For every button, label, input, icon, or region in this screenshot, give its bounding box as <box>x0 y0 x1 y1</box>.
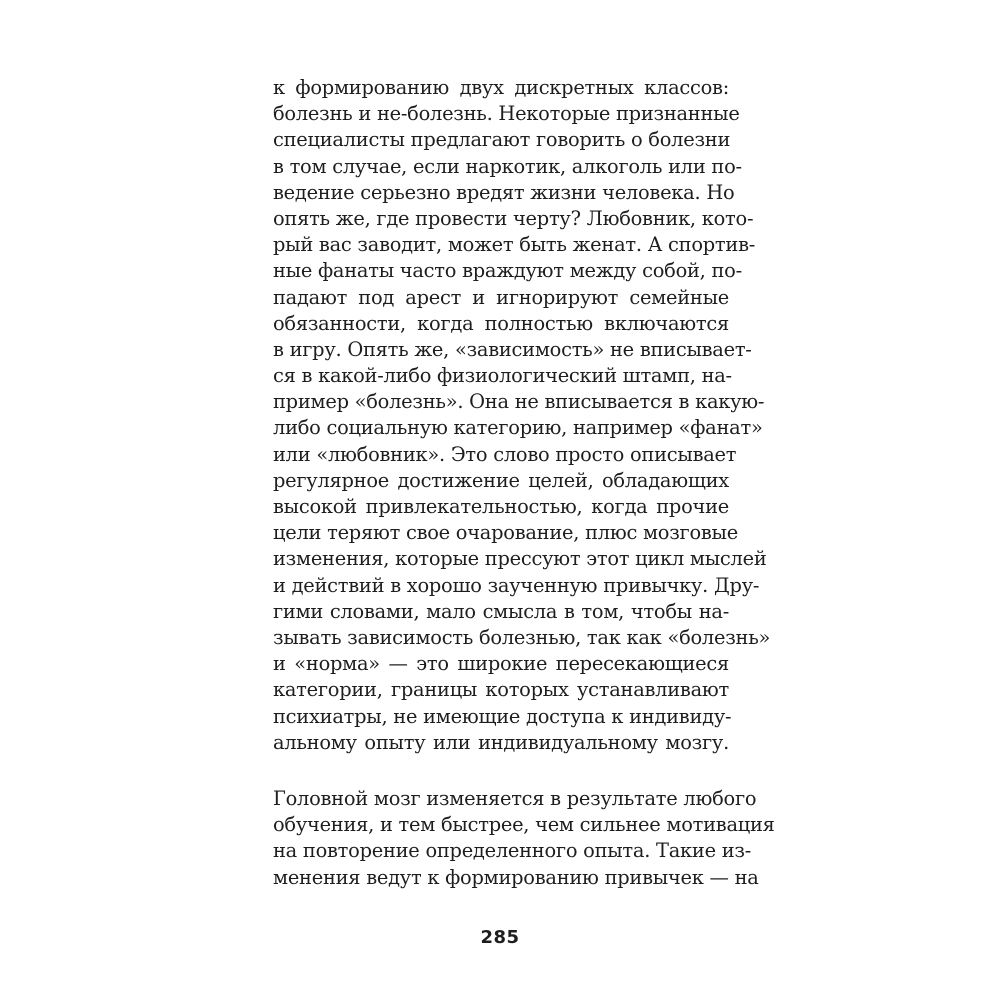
text-line: Головной мозг изменяется в результате любого <box>273 787 757 810</box>
page-number: 285 <box>480 927 520 948</box>
paragraph-1 <box>273 75 771 756</box>
text-line: опять же, где провести черту? Любовник, кото- <box>273 206 754 230</box>
text-line: или «любовник». Это слово просто описывает <box>273 442 737 466</box>
text-line: гими словами, мало смысла в том, чтобы на- <box>273 599 729 623</box>
text-line: изменения, которые прессуют этот цикл мыслей <box>273 547 767 571</box>
text-line: категории, границы которых устанавливают <box>273 678 729 702</box>
text-line: пример «болезнь». Она не вписывается в какую- <box>273 390 765 414</box>
text-line: к формированию двух дискретных классов: <box>273 76 729 99</box>
text-line: ся в какой-либо физиологический штамп, на- <box>273 364 732 388</box>
text-line: ные фанаты часто враждуют между собой, по- <box>273 259 742 283</box>
text-line: специалисты предлагают говорить о болезни <box>273 128 731 152</box>
text-line: альному опыту или индивидуальному мозгу. <box>273 730 729 754</box>
text-line: в том случае, если наркотик, алкоголь или по- <box>273 154 742 178</box>
paragraph-2 <box>273 786 775 891</box>
text-line: регулярное достижение целей, обладающих <box>273 468 729 492</box>
text-line: зывать зависимость болезнью, так как «болезнь» <box>273 625 771 649</box>
text-line: обучения, и тем быстрее, чем сильнее мотивация <box>273 813 775 837</box>
text-line: и «норма» — это широкие пересекающиеся <box>273 652 729 676</box>
text-line: либо социальную категорию, например «фанат» <box>273 416 763 440</box>
text-line: ведение серьезно вредят жизни человека. Но <box>273 180 735 204</box>
text-line: падают под арест и игнорируют семейные <box>273 285 729 309</box>
text-line: болезнь и не-болезнь. Некоторые признанные <box>273 102 740 126</box>
text-line: и действий в хорошо заученную привычку. Дру- <box>273 573 760 597</box>
text-line: в игру. Опять же, «зависимость» не вписывает- <box>273 337 752 361</box>
text-line: обязанности, когда полностью включаются <box>273 311 729 335</box>
text-line: высокой привлекательностью, когда прочие <box>273 495 729 518</box>
text-line: менения ведут к формированию привычек — на <box>273 865 759 889</box>
text-line: на повторение определенного опыта. Такие из- <box>273 839 752 863</box>
text-line: психиатры, не имеющие доступа к индивиду- <box>273 704 732 728</box>
text-line: цели теряют свое очарование, плюс мозговые <box>273 521 738 545</box>
text-line: рый вас заводит, может быть женат. А спортив- <box>273 233 756 257</box>
